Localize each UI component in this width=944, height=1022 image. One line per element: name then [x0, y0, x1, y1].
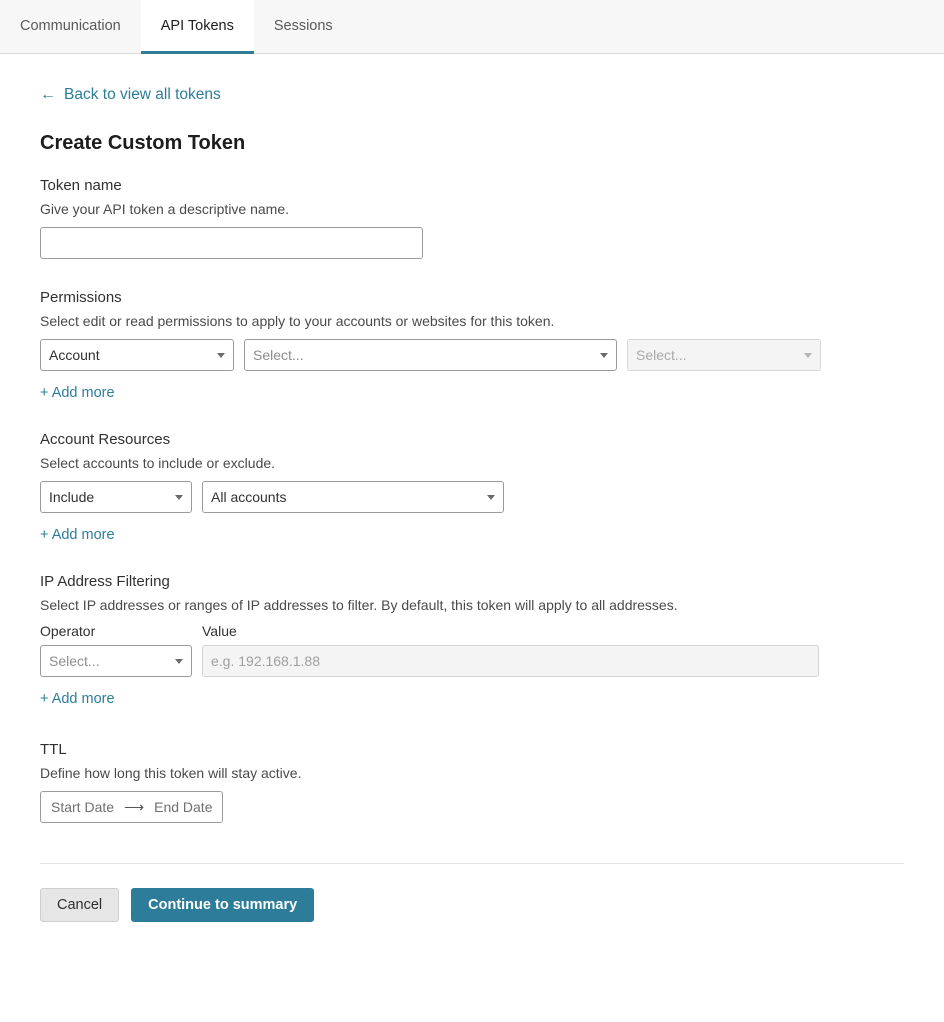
- permissions-add-more[interactable]: + Add more: [40, 385, 115, 401]
- back-to-tokens-label: Back to view all tokens: [64, 86, 221, 103]
- continue-to-summary-button[interactable]: Continue to summary: [131, 888, 314, 922]
- footer-divider: [40, 863, 904, 864]
- ip-filtering-add-more[interactable]: + Add more: [40, 691, 115, 707]
- ip-filtering-row: [40, 623, 904, 677]
- section-ip-filtering: [40, 573, 904, 707]
- token-name-label: Token name: [40, 177, 122, 194]
- ttl-label: TTL: [40, 741, 67, 758]
- permissions-description: Select edit or read permissions to apply to your accounts or websites for this token.: [40, 313, 555, 329]
- tab-sessions[interactable]: [254, 0, 353, 54]
- chevron-down-icon: [175, 659, 183, 664]
- ttl-start-date[interactable]: Start Date: [51, 799, 115, 815]
- token-name-input[interactable]: [40, 227, 423, 259]
- account-resources-label: Account Resources: [40, 431, 171, 448]
- ip-operator-label: Operator: [40, 623, 96, 639]
- account-resources-mode-select[interactable]: [40, 481, 192, 513]
- permissions-row: [40, 339, 904, 371]
- cancel-button[interactable]: Cancel: [40, 888, 119, 922]
- chevron-down-icon: [175, 495, 183, 500]
- ip-operator-value: Select...: [49, 653, 100, 669]
- ip-value-label: Value: [202, 623, 237, 639]
- ip-operator-select[interactable]: [40, 645, 192, 677]
- permission-scope-value: Account: [49, 347, 100, 363]
- account-resources-add-more[interactable]: + Add more: [40, 527, 115, 543]
- chevron-down-icon: [804, 353, 812, 358]
- ttl-end-date[interactable]: End Date: [154, 799, 213, 815]
- tab-api-tokens-label: API Tokens: [160, 17, 234, 34]
- tab-bar: [0, 0, 944, 54]
- ttl-date-range[interactable]: [40, 791, 223, 823]
- permissions-label: Permissions: [40, 289, 122, 306]
- back-to-tokens-link[interactable]: [40, 86, 221, 104]
- tab-communication-label: Communication: [20, 17, 121, 34]
- section-account-resources: [40, 431, 904, 543]
- permission-resource-select[interactable]: [244, 339, 617, 371]
- tab-sessions-label: Sessions: [273, 17, 333, 34]
- form-footer: [40, 888, 904, 922]
- page-title: Create Custom Token: [40, 132, 246, 154]
- tab-api-tokens[interactable]: [141, 0, 254, 54]
- account-resources-row: [40, 481, 904, 513]
- section-ttl: [40, 741, 904, 823]
- permission-resource-value: Select...: [253, 347, 304, 363]
- token-name-description: Give your API token a descriptive name.: [40, 201, 290, 217]
- account-resources-description: Select accounts to include or exclude.: [40, 455, 276, 471]
- chevron-down-icon: [487, 495, 495, 500]
- arrow-right-icon: ⟶: [124, 798, 145, 815]
- account-resources-mode-value: Include: [49, 489, 95, 505]
- chevron-down-icon: [217, 353, 225, 358]
- ip-filtering-description: Select IP addresses or ranges of IP addresses to filter. By default, this token will apply to all addresses.: [40, 597, 678, 613]
- arrow-left-icon: ←: [40, 86, 56, 103]
- ip-value-input[interactable]: [202, 645, 819, 677]
- main-content: [0, 86, 944, 922]
- tab-communication[interactable]: [0, 0, 141, 54]
- chevron-down-icon: [600, 353, 608, 358]
- section-permissions: [40, 289, 904, 401]
- permission-scope-select[interactable]: [40, 339, 234, 371]
- account-resources-account-select[interactable]: [202, 481, 504, 513]
- ttl-description: Define how long this token will stay active.: [40, 765, 302, 781]
- permission-access-value: Select...: [636, 347, 687, 363]
- ip-filtering-label: IP Address Filtering: [40, 573, 170, 590]
- section-token-name: [40, 177, 904, 259]
- permission-access-select[interactable]: [627, 339, 821, 371]
- account-resources-account-value: All accounts: [211, 489, 287, 505]
